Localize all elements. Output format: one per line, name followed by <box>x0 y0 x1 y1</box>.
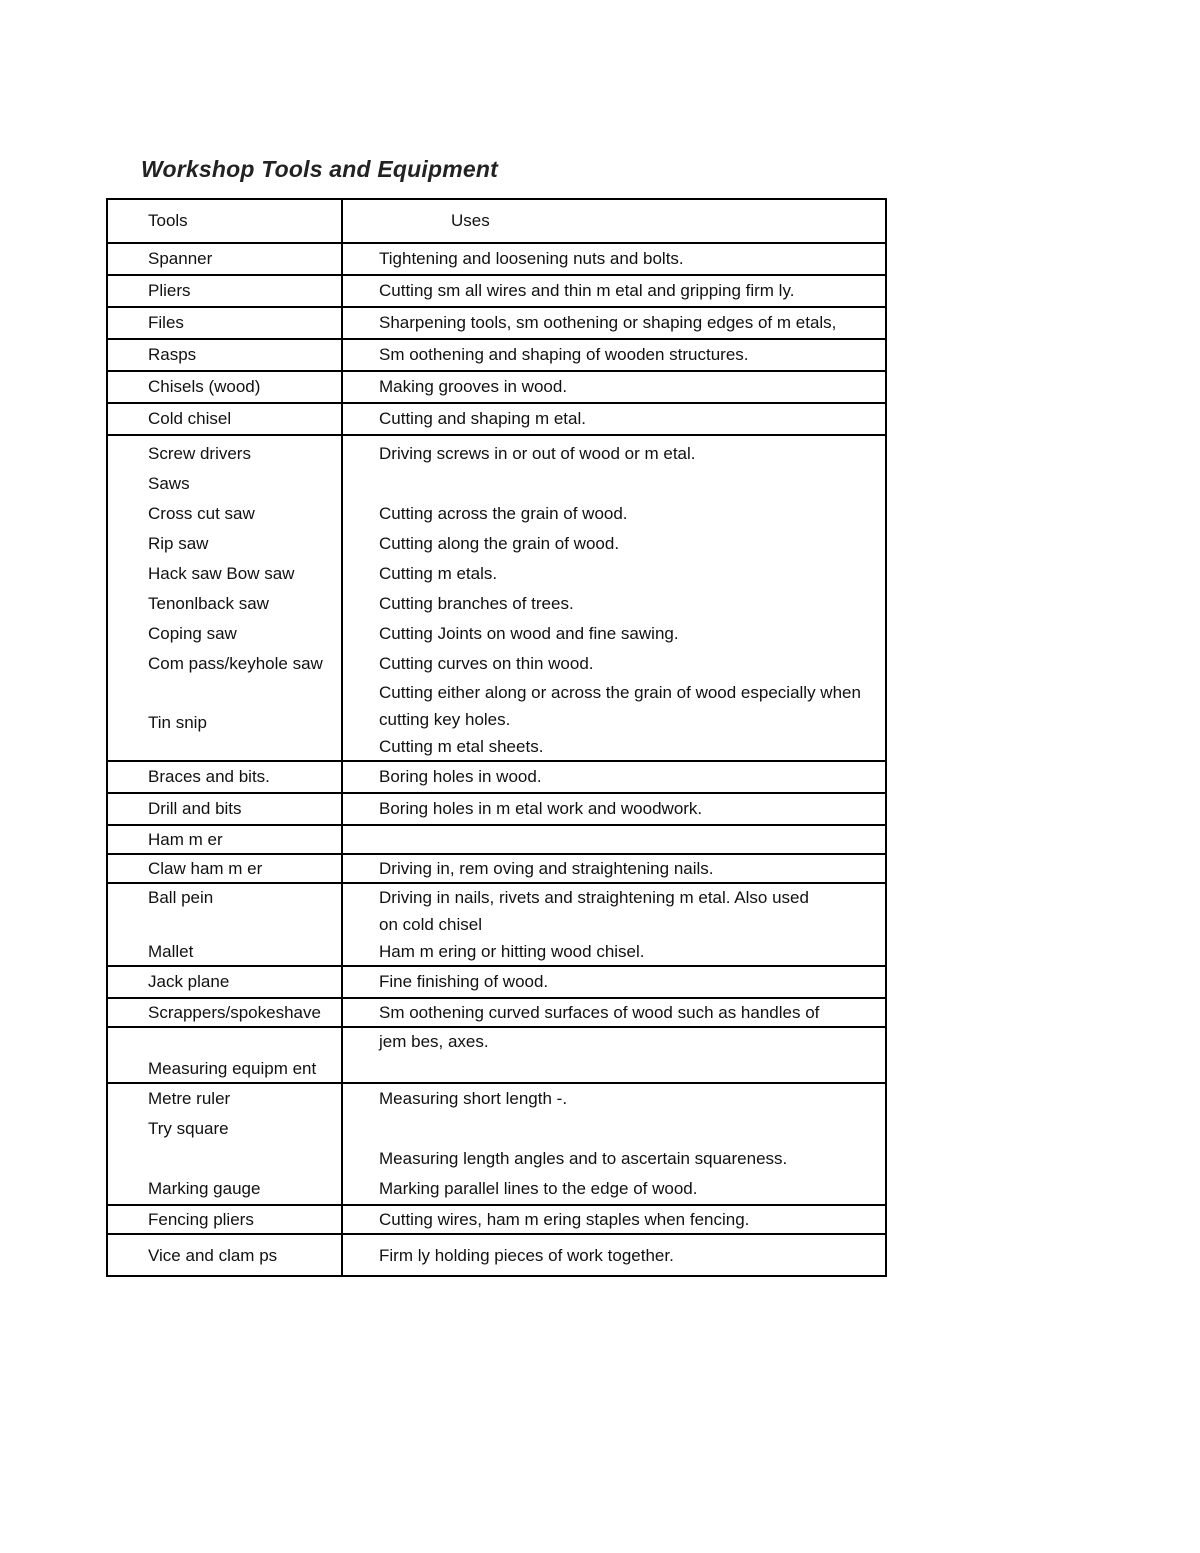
tool-name: Chisels (wood) <box>148 377 261 396</box>
tool-name: Files <box>148 313 184 332</box>
table-row <box>107 1205 886 1234</box>
table-row <box>107 307 886 339</box>
tools-table <box>106 198 887 1277</box>
tool-use: Cutting m etal sheets. <box>379 737 544 756</box>
table-row <box>107 275 886 307</box>
table-row <box>107 793 886 825</box>
tool-use: Boring holes in m etal work and woodwork. <box>379 799 703 818</box>
table-row <box>107 761 886 793</box>
tool-name: Ham m er <box>148 830 223 849</box>
table-row <box>107 883 886 966</box>
table-row <box>107 243 886 275</box>
tool-use: Firm ly holding pieces of work together. <box>379 1246 674 1265</box>
tool-use: Driving screws in or out of wood or m etal. <box>379 444 696 463</box>
table-row <box>107 403 886 435</box>
tool-name: Com pass/keyhole saw <box>148 654 323 673</box>
tool-use: Driving in nails, rivets and straightening m etal. Also used <box>379 888 809 907</box>
tool-name: Measuring equipm ent <box>148 1059 317 1078</box>
tool-use: on cold chisel <box>379 915 483 934</box>
tool-name: Try square <box>148 1119 229 1138</box>
table-row <box>107 371 886 403</box>
tool-name: Screw drivers <box>148 444 251 463</box>
tool-use: Cutting along the grain of wood. <box>379 534 620 553</box>
table-row <box>107 339 886 371</box>
page-title: Workshop Tools and Equipment <box>141 156 498 182</box>
tool-name: Braces and bits. <box>148 767 270 786</box>
tool-name: Pliers <box>148 281 191 300</box>
tool-name: Vice and clam ps <box>148 1246 278 1265</box>
tool-use: Cutting either along or across the grain of wood especially when cutting key holes. <box>379 683 861 729</box>
header-tools: Tools <box>107 199 342 243</box>
tool-name: Scrappers/spokeshave <box>148 1003 321 1022</box>
header-uses: Uses <box>342 199 886 243</box>
table-row <box>107 1234 886 1276</box>
table-row <box>107 1027 886 1083</box>
tool-name: Tin snip <box>148 713 207 732</box>
table-row <box>107 825 886 854</box>
tool-name: Jack plane <box>148 972 230 991</box>
tool-use <box>379 826 885 853</box>
tool-use: Cutting m etals. <box>379 564 498 583</box>
tool-use: Boring holes in wood. <box>379 767 542 786</box>
tool-use: Sharpening tools, sm oothening or shaping edges of m etals, <box>379 313 837 332</box>
tool-use: Cutting branches of trees. <box>379 594 574 613</box>
tool-name: Marking gauge <box>148 1179 261 1198</box>
tool-use: Fine finishing of wood. <box>379 972 549 991</box>
table-row <box>107 966 886 998</box>
tool-use: Cutting across the grain of wood. <box>379 504 628 523</box>
tool-use: Marking parallel lines to the edge of wood. <box>379 1179 698 1198</box>
tool-use: Cutting sm all wires and thin m etal and gripping firm ly. <box>379 281 795 300</box>
tool-name: Hack saw Bow saw <box>148 564 295 583</box>
tool-name: Drill and bits <box>148 799 242 818</box>
tool-name: Saws <box>148 474 190 493</box>
table-header-row <box>107 199 886 243</box>
tool-name: Cold chisel <box>148 409 232 428</box>
tool-use: Cutting wires, ham m ering staples when fencing. <box>379 1210 750 1229</box>
tool-use: Measuring length angles and to ascertain squareness. <box>379 1149 788 1168</box>
tool-use: Cutting curves on thin wood. <box>379 654 594 673</box>
tool-use: jem bes, axes. <box>379 1032 489 1051</box>
table-row <box>107 1083 886 1205</box>
table-row <box>107 998 886 1027</box>
tool-name: Mallet <box>148 942 194 961</box>
table-row <box>107 435 886 761</box>
tool-name: Claw ham m er <box>148 859 263 878</box>
tool-name: Tenonlback saw <box>148 594 269 613</box>
tool-use: Sm oothening curved surfaces of wood such as handles of <box>379 1003 820 1022</box>
tool-use: Tightening and loosening nuts and bolts. <box>379 249 684 268</box>
tool-use: Cutting and shaping m etal. <box>379 409 586 428</box>
tool-use: Cutting Joints on wood and fine sawing. <box>379 624 679 643</box>
tool-use: Making grooves in wood. <box>379 377 568 396</box>
tool-name: Cross cut saw <box>148 504 255 523</box>
tool-use: Sm oothening and shaping of wooden structures. <box>379 345 749 364</box>
tool-name: Rip saw <box>148 534 209 553</box>
tool-use: Ham m ering or hitting wood chisel. <box>379 942 645 961</box>
tool-name: Fencing pliers <box>148 1210 254 1229</box>
tool-name: Metre ruler <box>148 1089 231 1108</box>
tool-name: Ball pein <box>148 888 214 907</box>
tool-use: Measuring short length -. <box>379 1089 568 1108</box>
tool-name: Coping saw <box>148 624 237 643</box>
table-row <box>107 854 886 883</box>
tool-name: Rasps <box>148 345 197 364</box>
tool-name: Spanner <box>148 249 213 268</box>
tool-use: Driving in, rem oving and straightening nails. <box>379 859 714 878</box>
